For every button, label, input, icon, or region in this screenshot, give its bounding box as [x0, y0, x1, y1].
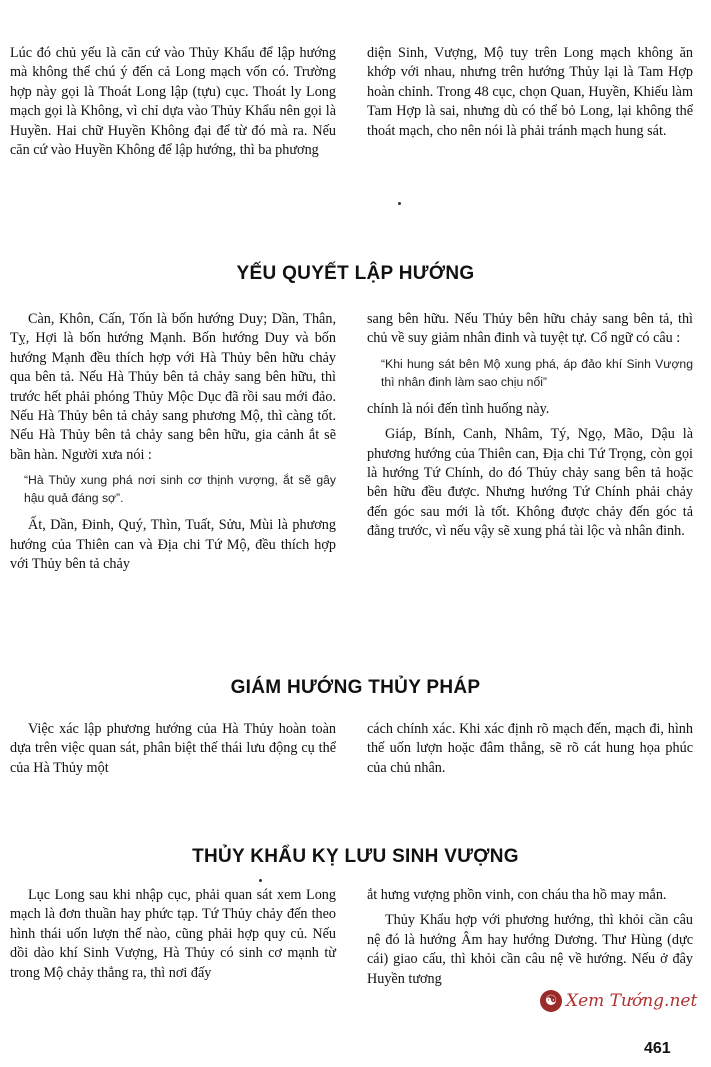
text-column-left — [10, 720, 336, 784]
paragraph: Thủy Khẩu hợp với phương hướng, thì khỏi cần câu nệ đó là hướng Âm hay hướng Dương. Thư Hùng (dực cái) giao cấu, thì khỏi cần câu nệ về hướng. Nếu ở đây Huyền tương — [367, 912, 693, 987]
paragraph: Ất, Dần, Đinh, Quý, Thìn, Tuất, Sửu, Mùi là phương hướng của Thiên can và Địa chi Tứ Mộ, đều thích hợp với Thủy bên tả chảy — [10, 517, 336, 573]
yin-yang-icon: ☯ — [540, 990, 562, 1012]
paragraph: ắt hưng vượng phồn vinh, con cháu tha hồ may mắn. — [367, 887, 667, 903]
section-heading: THỦY KHẨU KỴ LƯU SINH VƯỢNG — [192, 846, 519, 867]
paragraph: Lục Long sau khi nhập cục, phải quan sát xem Long mạch là đơn thuần hay phức tạp. Tứ Thủy chảy đến theo hình thái uốn lượn thế nào, cũng phải hợp quy củ. Nếu dồi dào khí Sinh Vượng, Hà Thủy có sinh cơ mạnh từ trong Mộ chảy thẳng ra, thì nơi đấy — [10, 887, 336, 981]
section-heading: GIÁM HƯỚNG THỦY PHÁP — [230, 677, 481, 698]
text-column-left — [10, 886, 336, 989]
paragraph: Càn, Khôn, Cấn, Tốn là bốn hướng Duy; Dần, Thân, Tỵ, Hợi là bốn hướng Mạnh. Bốn hướng Duy và bốn hướng Mạnh đều thích hợp với Hà Thủy bên hữu chảy qua bên tả. Nếu Hà Thủy bên tả chảy sang bên hữu, thì trước hết phải phóng Thủy Mộc Dục đã rồi sau mới đảo. Nếu Hà Thủy bên tả chảy sang phương Mộ, thì càng tốt. Nếu Hà Thủy bên tả chảy sang bên hữu, gia cảnh ắt sẽ bần hàn. Người xưa nói : — [10, 311, 336, 463]
text-column-left — [10, 44, 336, 166]
text-column-left — [10, 310, 336, 580]
quote: “Hà Thủy xung phá nơi sinh cơ thịnh vượng, ắt sẽ gây hậu quả đáng sợ”. — [24, 473, 336, 506]
paragraph: sang bên hữu. Nếu Thủy bên hữu chảy sang bên tả, thì chủ về suy giảm nhân đinh và tuyệt tự. Cổ ngữ có câu : — [367, 311, 693, 347]
paragraph: diện Sinh, Vượng, Mộ tuy trên Long mạch không ăn khớp với nhau, nhưng trên hướng Thủy lại là Tam Hợp hoàn chỉnh. Trong 48 cục, chọn Quan, Huyền, Khiếu làm Tam Hợp là sai, nhưng dù có thể bỏ Long, lại không thể thoát mạch, cho nên nói là phải tránh mạch hung sát. — [367, 45, 693, 139]
text-column-right — [367, 44, 693, 147]
stray-mark — [398, 202, 401, 205]
paragraph: Việc xác lập phương hướng của Hà Thủy hoàn toàn dựa trên việc quan sát, phân biệt thế thái lưu động cụ thể của Hà Thủy một — [10, 721, 336, 776]
paragraph: chính là nói đến tình huống này. — [367, 400, 550, 417]
logo-text: Xem Tướng.net — [566, 991, 698, 1011]
text-column-right — [367, 720, 693, 784]
text-column-right — [367, 886, 693, 995]
page-number: 461 — [644, 1040, 671, 1057]
site-logo — [540, 990, 697, 1012]
paragraph: Lúc đó chủ yếu là căn cứ vào Thủy Khẩu để lập hướng mà không thể chú ý đến cả Long mạch vốn có. Trường hợp này gọi là Thoát Long lập (tựu) cục. Thoát ly Long mạch gọi là Không, vì chỉ dựa vào Thủy Khẩu nên gọi là Huyền. Hai chữ Huyền Không đại để từ đó mà ra. Nếu căn cứ vào Huyền Không để lập hướng, thì ba phương — [10, 45, 336, 159]
paragraph: Giáp, Bính, Canh, Nhâm, Tý, Ngọ, Mão, Dậu là phương hướng của Thiên can, Địa chi Tứ Trọng, còn gọi là hướng Tứ Chính, do đó Thủy chảy sang bên tả hoặc bên hữu đều được. Nhưng hướng Tứ Chính phải chảy đến góc sau mới là tốt. Không được chảy đến góc tả đằng trước, vì nếu vậy sẽ xung phá tài lộc và nhân đinh. — [367, 426, 693, 540]
section-heading: YẾU QUYẾT LẬP HƯỚNG — [236, 263, 475, 284]
stray-mark — [259, 879, 262, 882]
quote: “Khi hung sát bên Mộ xung phá, áp đảo khí Sinh Vượng thì nhân đinh làm sao chịu nổi” — [381, 356, 693, 389]
text-column-right — [367, 310, 693, 548]
paragraph: cách chính xác. Khi xác định rõ mạch đến, mạch đi, hình thế uốn lượn hoặc đâm thẳng, sẽ rõ cát hung họa phúc của chủ nhân. — [367, 721, 693, 776]
